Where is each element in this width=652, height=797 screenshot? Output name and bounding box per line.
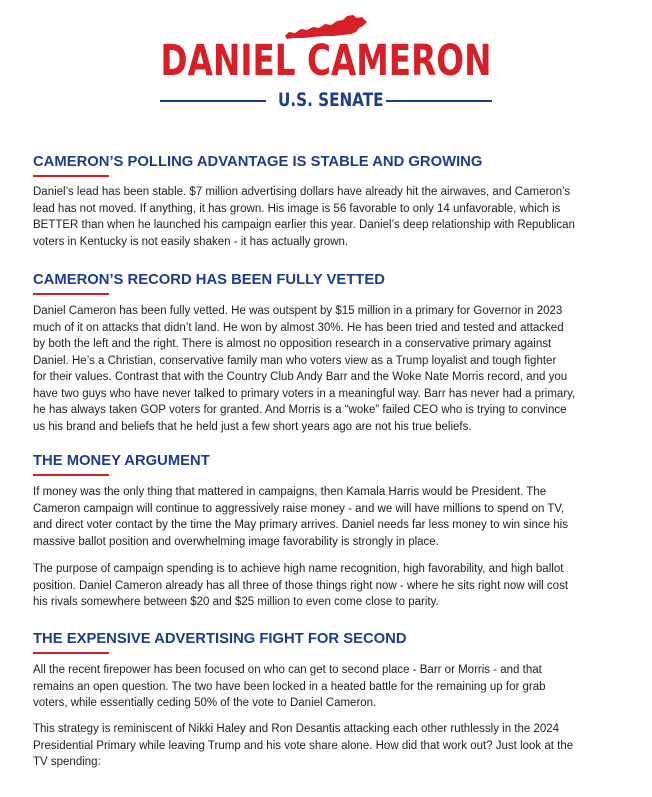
section-paragraph: All the recent firepower has been focused on who can get to second place - Barr or Morris - and that remains an open question. The two have been locked in a heated battle for the remaining up for grab voters, while essentially ceding 50% of the vote to Daniel Cameron. [33,664,546,709]
section-heading-rule [33,474,109,476]
section-heading: CAMERON’S RECORD HAS BEEN FULLY VETTED [33,272,385,288]
office-row [160,88,492,112]
section-paragraph: The purpose of campaign spending is to achieve high name recognition, high favorability, and high ballot position. Daniel Cameron already has all three of those things right now - where he sits right now will cost his rivals somewhere between $20 and $25 million to even come close to parity. [33,563,569,608]
section-heading-rule [33,293,109,295]
section-heading-rule [33,652,109,654]
section-paragraph: If money was the only thing that mattered in campaigns, then Kamala Harris would be President. The Cameron campaign will continue to aggressively raise money - and we will have millions to spend on TV, and direct voter contact by the time the May primary arrives. Daniel needs far less money to win since his massive ballot position and overwhelming image favorability is strongly in place. [33,486,568,548]
section-heading: CAMERON’S POLLING ADVANTAGE IS STABLE AND GROWING [33,154,483,170]
section-paragraph: Daniel Cameron has been fully vetted. He was outspent by $15 million in a primary for Governor in 2023 much of it on attacks that didn’t land. He won by almost 30%. He has been tried and tested and attacked by both the left and the right. There is almost no opposition research in a conservative primary against Daniel. He’s a Christian, conservative family man who voters view as a Trump loyalist and tough fighter for their values. Contrast that with the Country Club Andy Barr and the Woke Nate Morris record, and you have two guys who have never talked to primary voters in a meaningful way. Barr has never had a primary, he has always taken GOP voters for granted. And Morris is a “woke” failed CEO who is trying to convince us his brand and beliefs that he held just a few short years ago are not his true beliefs. [33,305,576,433]
office-title: U.S. SENATE [278,89,384,111]
section-heading-rule [33,175,109,177]
section-paragraph: This strategy is reminiscent of Nikki Haley and Ron Desantis attacking each other ruthlessly in the 2024 Presidential Primary while leaving Trump and his vote share alone. How did that work out? Just look at the TV spending: [33,723,574,768]
office-divider-left [160,100,266,102]
section-paragraph: Daniel’s lead has been stable. $7 million advertising dollars have already hit the airwaves, and Cameron’s lead has not moved. If anything, it has grown. His image is 56 favorable to only 14 unfavorable, which is BETTER than when he launched his campaign earlier this year. Daniel’s deep relationship with Republican voters in Kentucky is not easily shaken - it has actually grown. [33,186,575,248]
section-heading: THE EXPENSIVE ADVERTISING FIGHT FOR SECOND [33,631,407,647]
document-header [0,0,652,130]
candidate-name: DANIEL CAMERON [160,36,492,86]
office-divider-right [386,100,492,102]
section-heading: THE MONEY ARGUMENT [33,453,210,469]
